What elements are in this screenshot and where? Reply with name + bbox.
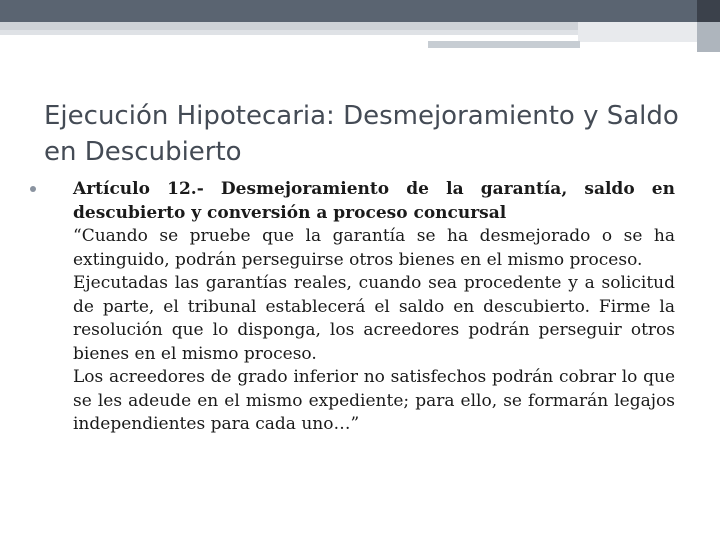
accent-bar bbox=[578, 22, 697, 42]
top-right-decorative-block bbox=[697, 0, 720, 22]
bullet-item bbox=[30, 178, 675, 437]
article-paragraph: “Cuando se pruebe que la garantía se ha desmejorado o se ha extinguido, podrán perseguirse otros bienes en el mismo proceso. bbox=[73, 226, 675, 270]
bullet-icon bbox=[30, 186, 36, 192]
top-decorative-band bbox=[0, 0, 720, 22]
article-paragraph: Ejecutadas las garantías reales, cuando sea procedente y a solicitud de parte, el tribunal establecerá el saldo en descubierto. Firme la resolución que lo disponga, los acreedores podrán perseguir otros bienes en el mismo proceso. bbox=[73, 273, 675, 364]
slide-body bbox=[30, 178, 675, 437]
slide-title: Ejecución Hipotecaria: Desmejoramiento y Saldo en Descubierto bbox=[44, 101, 679, 167]
accent-bar bbox=[697, 22, 720, 52]
accent-bar bbox=[428, 41, 580, 48]
article-heading: Artículo 12.- Desmejoramiento de la garantía, saldo en descubierto y conversión a proceso concursal bbox=[73, 179, 675, 223]
article-paragraph: Los acreedores de grado inferior no satisfechos podrán cobrar lo que se les adeude en el mismo expediente; para ello, se formarán legajos independientes para cada uno…” bbox=[73, 367, 675, 434]
